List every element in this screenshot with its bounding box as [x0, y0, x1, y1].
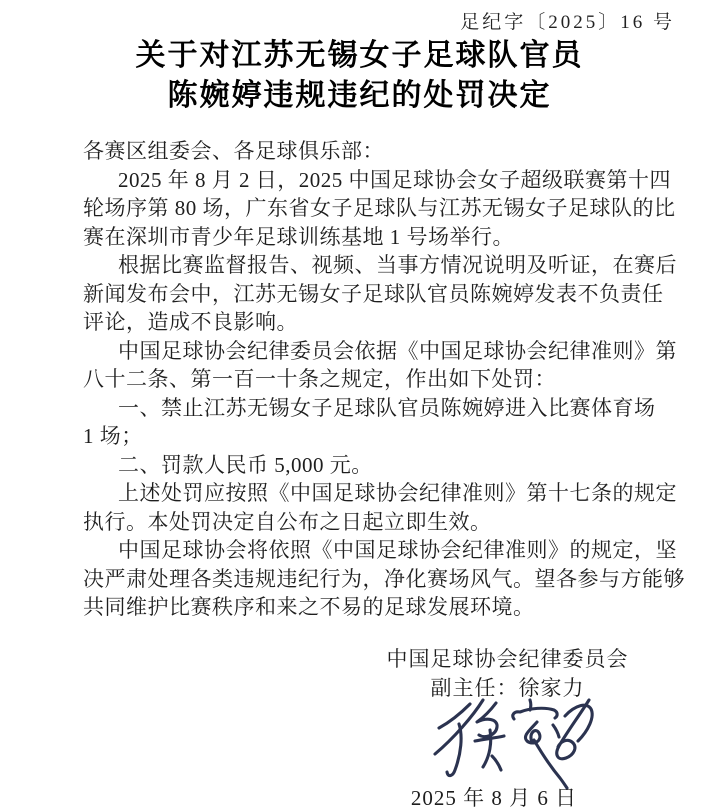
document-title	[40, 36, 679, 116]
body-line: 上述处罚应按照《中国足球协会纪律准则》第十七条的规定	[118, 481, 677, 505]
body-line: 轮场序第 80 场，广东省女子足球队与江苏无锡女子足球队的比	[83, 196, 676, 220]
body-line: 中国足球协会纪律委员会依据《中国足球协会纪律准则》第	[118, 338, 677, 363]
body-line: 2025 年 8 月 2 日，2025 中国足球协会女子超级联赛第十四	[118, 167, 671, 192]
signoff-signer: 副主任：徐家力	[430, 676, 585, 700]
body-line: 新闻发布会中，江苏无锡女子足球队官员陈婉婷发表不负责任	[83, 281, 664, 306]
title-line-2: 陈婉婷违规违纪的处罚决定	[167, 79, 552, 112]
body-line: 评论，造成不良影响。	[83, 310, 298, 334]
body-line-penalty-1: 一、禁止江苏无锡女子足球队官员陈婉婷进入比赛体育场	[118, 395, 656, 420]
body-line: 八十二条、第一百一十条之规定，作出如下处罚：	[83, 367, 556, 391]
handwritten-signature-icon	[426, 694, 608, 794]
signoff-organization: 中国足球协会纪律委员会	[386, 647, 629, 671]
body-line: 共同维护比赛秩序和来之不易的足球发展环境。	[83, 595, 535, 619]
body-line-penalty-2: 二、罚款人民币 5,000 元。	[118, 452, 373, 477]
body-line-salutation: 各赛区组委会、各足球俱乐部：	[83, 139, 384, 163]
body-line: 执行。本处罚决定自公布之日起立即生效。	[83, 509, 492, 534]
document-body	[83, 137, 685, 622]
body-line: 1 场；	[83, 424, 143, 448]
body-line: 根据比赛监督报告、视频、当事方情况说明及听证，在赛后	[118, 253, 677, 277]
doc-number: 足纪字〔2025〕16 号	[460, 12, 675, 33]
body-line: 中国足球协会将依照《中国足球协会纪律准则》的规定，坚	[118, 538, 677, 562]
title-line-1: 关于对江苏无锡女子足球队官员	[135, 39, 584, 72]
body-line: 赛在深圳市青少年足球训练基地 1 号场举行。	[83, 224, 514, 249]
body-line: 决严肃处理各类违规违纪行为，净化赛场风气。望各参与方能够	[83, 566, 685, 591]
signoff-date: 2025 年 8 月 6 日	[410, 786, 578, 810]
